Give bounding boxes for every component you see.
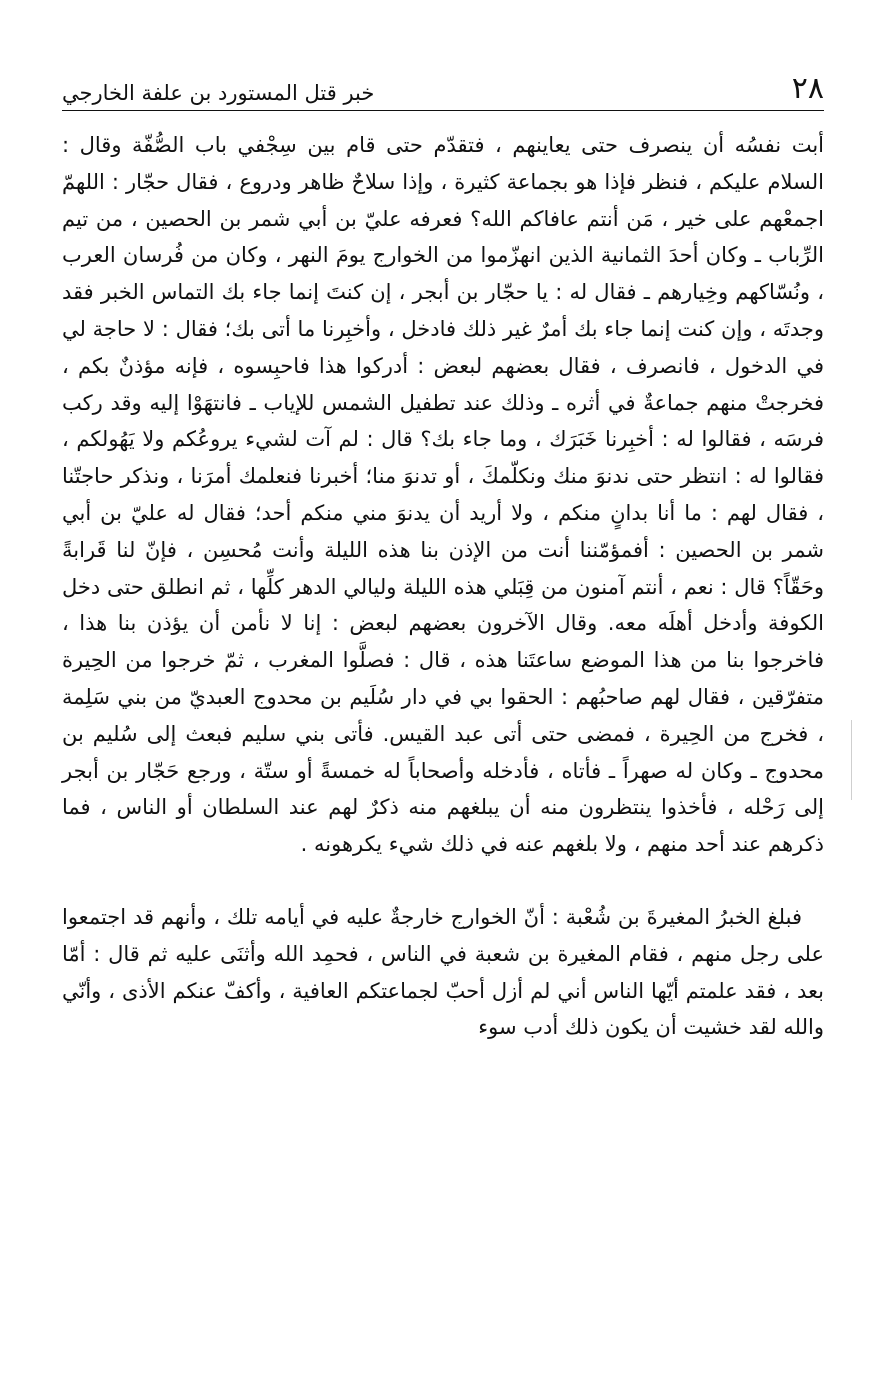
- book-page: [62, 58, 824, 1046]
- running-head: [62, 58, 824, 111]
- paragraph: أبت نفسُه أن ينصرف حتى يعاينهم ، فتقدّم حتى قام بين سِجْفي باب الصُّفّة وقال : السلام عليكم ، فنظر فإذا هو بجماعة كثيرة ، وإذا سلاحٌ ظاهر ودروع ، فقال حجّار : اللهمّ اجمعْهم على خير ، مَن أنتم عافاكم الله؟ فعرفه عليّ بن أبي شمر بن الحصين ، من تيم الرِّباب ـ وكان أحدَ الثمانية الذين انهزّموا من الخوارج يومَ النهر ، وكان من فُرسان العرب ، ونُسّاكهم وخِيارهم ـ فقال له : يا حجّار بن أبجر ، إن كنتَ إنما جاء بك التماس الخبر فقد وجدتَه ، وإن كنت إنما جاء بك أمرٌ غير ذلك فادخل ، وأخبِرنا ما أتى بك؛ فقال : لا حاجة لي في الدخول ، فانصرف ، فقال بعضهم لبعض : أدركوا هذا فاحبِسوه ، فإنه مؤذنٌ بكم ، فخرجتْ منهم جماعةٌ في أثره ـ وذلك عند تطفيل الشمس للإياب ـ فانتهَوْا إليه وقد ركب فرسَه ، فقالوا له : أخبِرنا خَبَرَك ، وما جاء بك؟ قال : لم آت لشيء يروعُكم ولا يَهُولكم ، فقالوا له : انتظر حتى ندنوَ منك ونكلّمكَ ، أو تدنوَ منا؛ أخبرنا فنعلمك أمرَنا ، ونذكر حاجتّنا ، فقال لهم : ما أنا بدانٍ منكم ، ولا أريد أن يدنوَ مني منكم أحد؛ فقال له عليّ بن أبي شمر بن الحصين : أفمؤمّننا أنت من الإذن بنا هذه الليلة وأنت مُحسِن ، فإنّ لنا قَرابةً وحَقّاً؟ قال : نعم ، أنتم آمنون من قِبَلي هذه الليلة وليالي الدهر كلِّها ، ثم انطلق حتى دخل الكوفة وأدخل أهلَه معه. وقال الآخرون بعضهم لبعض : إنا لا نأمن أن يؤذن بنا هذا ، فاخرجوا بنا من هذا الموضع ساعتَنا هذه ، قال : فصلَّوا المغرب ، ثمّ خرجوا من الحِيرة متفرّقين ، فقال لهم صاحبُهم : الحقوا بي في دار سُلَيم بن محدوج العبديّ من بني سَلِمة ، فخرج من الحِيرة ، فمضى حتى أتى عبد القيس. فأتى بني سليم فبعث إلى سُليم بن محدوج ـ وكان له صهراً ـ فأتاه ، فأدخله وأصحاباً له خمسةً أو ستّة ، ورجع حَجّار بن أبجر إلى رَحْله ، فأخذوا ينتظرون منه أن يبلغهم منه ذكرٌ لهم عند السلطان أو الناس ، فما ذكرهم عند أحد منهم ، ولا بلغهم عنه في ذلك شيء يكرهونه .: [62, 133, 824, 857]
- page-number: ٢٨: [791, 71, 824, 106]
- paragraph: فبلغ الخبرُ المغيرةَ بن شُعْبة : أنّ الخوارج خارجةٌ عليه في أيامه تلك ، وأنهم قد اجتمعوا على رجل منهم ، فقام المغيرة بن شعبة في الناس ، فحمِد الله وأثنَى عليه ثم قال : أمّا بعد ، فقد علمتم أيّها الناس أني لم أزل أحبّ لجماعتكم العافية ، وأكفّ عنكم الأذى ، وأنّي والله لقد خشيت أن يكون ذلك أدب سوء: [62, 904, 824, 1040]
- running-title: خبر قتل المستورد بن علفة الخارجي: [62, 81, 375, 105]
- scan-margin-line: [851, 720, 852, 800]
- body-text: [62, 127, 824, 1046]
